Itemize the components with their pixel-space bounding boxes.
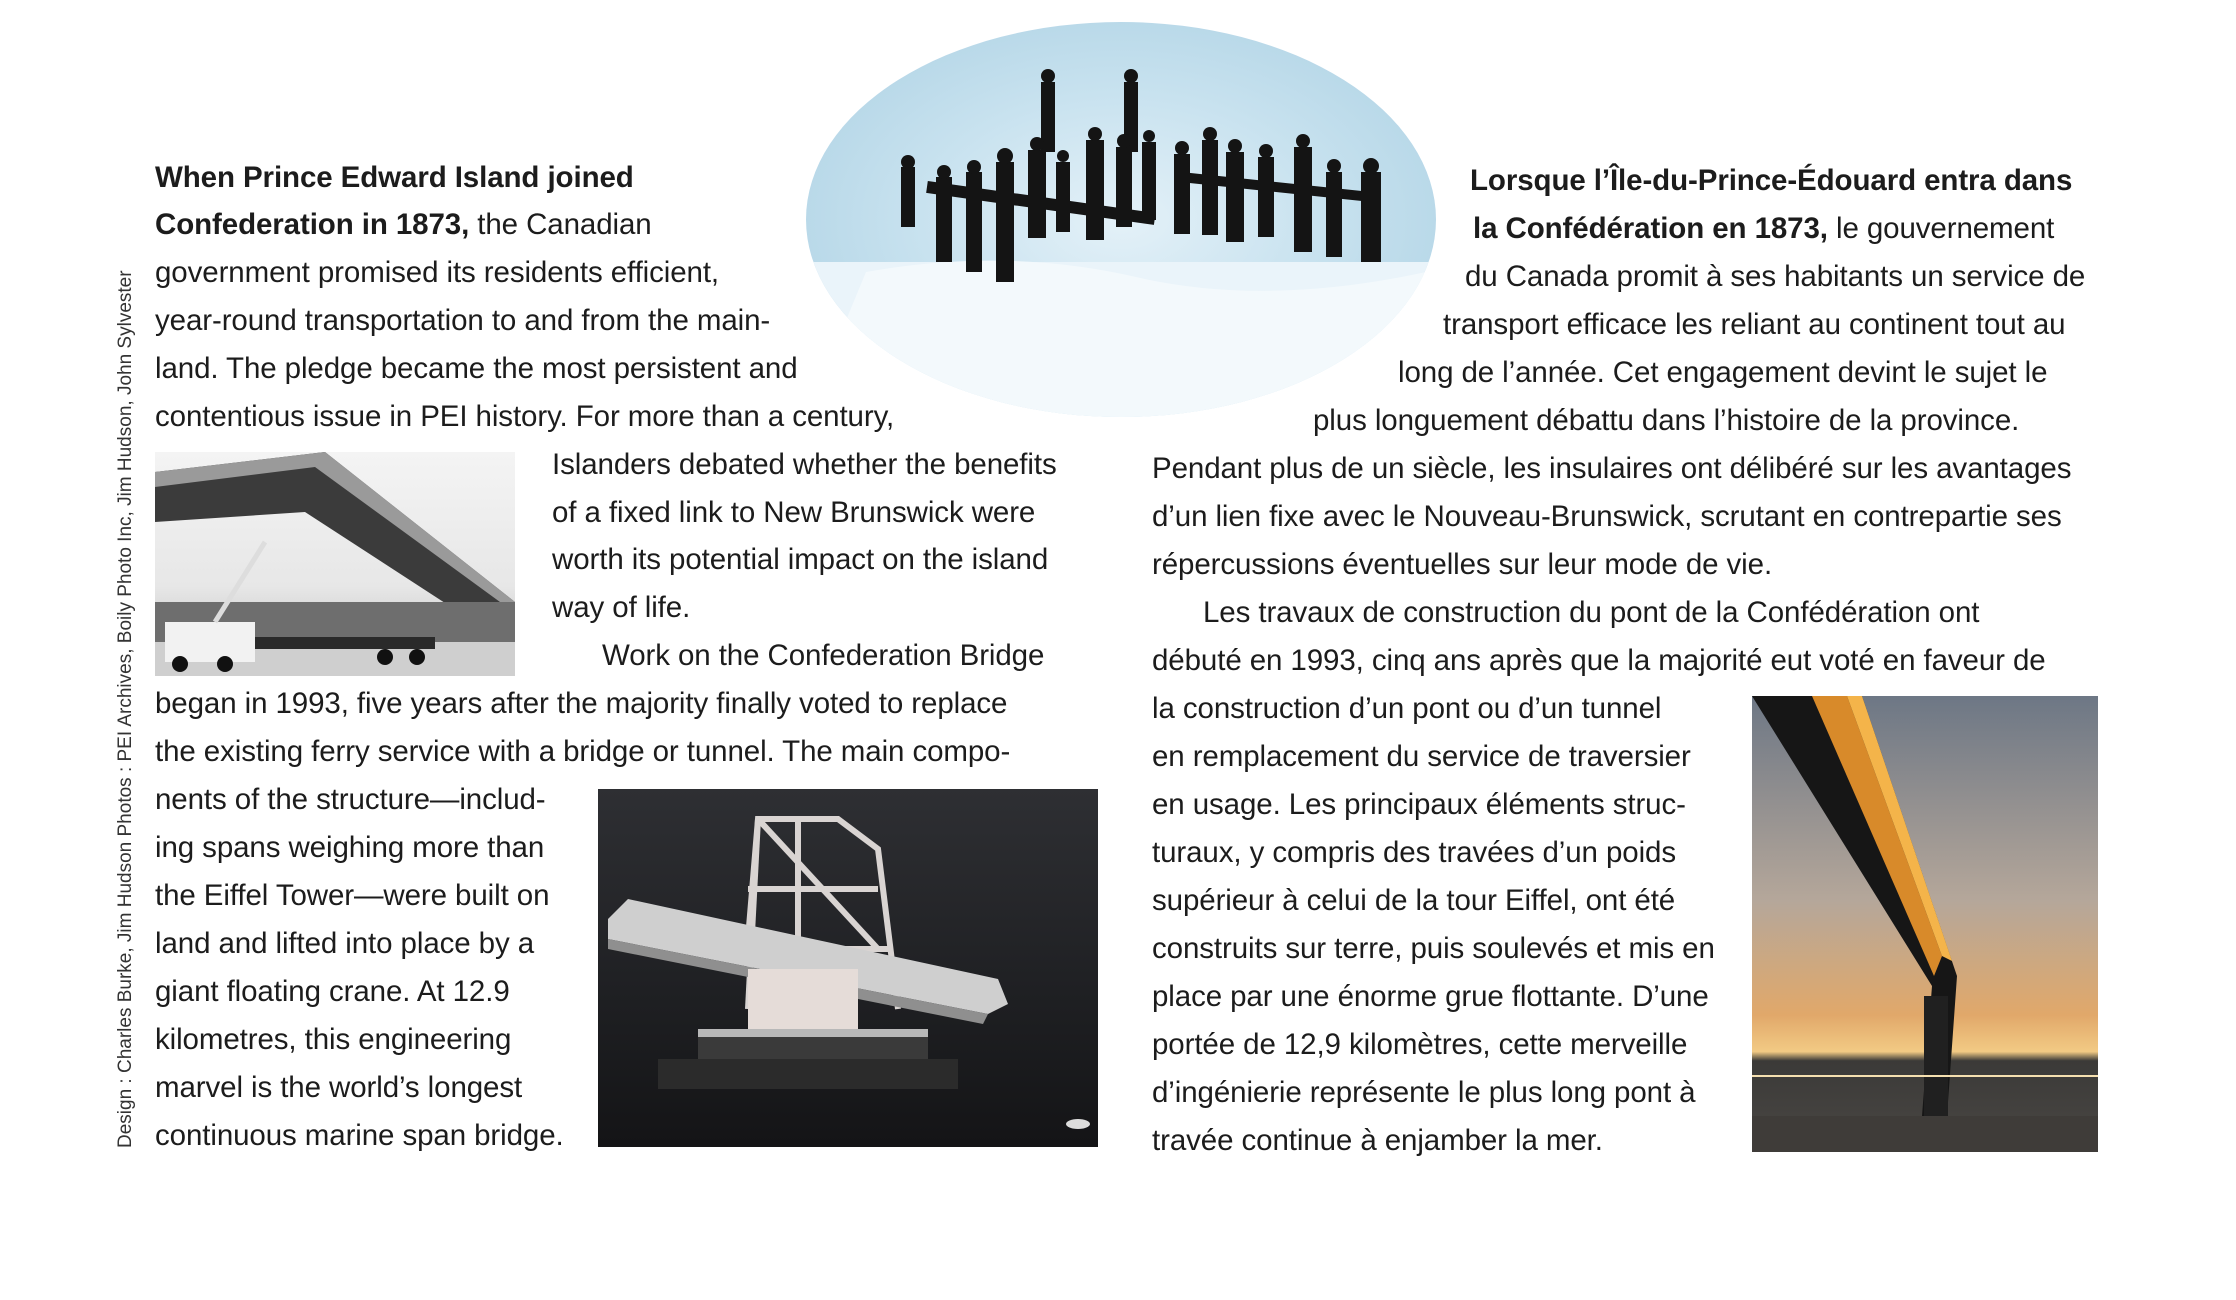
french-line-text: du Canada promit à ses habitants un service de (1465, 260, 2086, 293)
french-line-text: en remplacement du service de traversier (1152, 740, 1691, 773)
french-line-text: supérieur à celui de la tour Eiffel, ont été (1152, 884, 1676, 917)
french-line-text: le gouvernement (1827, 212, 2055, 245)
photo-credits: Design : Charles Burke, Jim Hudson Photos : PEI Archives, Boily Photo Inc, Jim Hudson, John Sylvester (115, 270, 136, 1148)
english-line-text: began in 1993, five years after the majority finally voted to replace (155, 687, 1008, 720)
english-text-line (552, 542, 1048, 578)
english-text-line (155, 782, 546, 818)
english-text-line (155, 1118, 564, 1154)
english-line-text: year-round transportation to and from the main- (155, 304, 771, 337)
english-text-line (155, 207, 652, 243)
english-text-line (155, 399, 894, 435)
english-line-text: land. The pledge became the most persistent and (155, 352, 798, 385)
english-text-line (155, 255, 719, 291)
french-line-text: travée continue à enjamber la mer. (1152, 1124, 1603, 1157)
english-text-line (155, 734, 1010, 770)
english-line-text: way of life. (552, 591, 691, 624)
french-text-line (1152, 547, 1772, 583)
english-line-text: land and lifted into place by a (155, 927, 535, 960)
french-text-line (1313, 403, 2019, 439)
english-text-line (155, 1022, 511, 1058)
english-text-line (155, 878, 549, 914)
french-line-text: la construction d’un pont ou d’un tunnel (1152, 692, 1662, 725)
french-line-text: en usage. Les principaux éléments struc- (1152, 788, 1686, 821)
english-text-line (155, 303, 770, 339)
floating-crane-photo (598, 789, 1098, 1147)
english-text-line (155, 974, 510, 1010)
english-text-line (552, 495, 1035, 531)
french-text-line (1152, 451, 2071, 487)
english-line-text: the Canadian (469, 208, 652, 241)
french-line-text: portée de 12,9 kilomètres, cette merveille (1152, 1028, 1688, 1061)
french-line-text: Pendant plus de un siècle, les insulaires ont délibéré sur les avantages (1152, 452, 2072, 485)
french-line-text: répercussions éventuelles sur leur mode de vie. (1152, 548, 1773, 581)
french-line-text: turaux, y compris des travées d’un poids (1152, 836, 1676, 869)
english-line-text: marvel is the world’s longest (155, 1071, 523, 1104)
english-text-line (155, 926, 534, 962)
french-text-line (1152, 979, 1709, 1015)
english-text-line (155, 160, 634, 196)
french-bold-lead: Lorsque l’Île-du-Prince-Édouard entra dans (1470, 164, 2073, 197)
french-text-line (1203, 595, 1979, 631)
english-line-text: giant floating crane. At 12.9 (155, 975, 510, 1008)
french-line-text: construits sur terre, puis soulevés et mis en (1152, 932, 1715, 965)
english-line-text: government promised its residents efficient, (155, 256, 720, 289)
english-line-text: nents of the structure—includ- (155, 783, 546, 816)
english-text-line (155, 1070, 522, 1106)
english-bold-lead: When Prince Edward Island joined (155, 161, 634, 194)
english-line-text: Work on the Confederation Bridge (602, 639, 1045, 672)
english-line-text: of a fixed link to New Brunswick were (552, 496, 1036, 529)
french-text-line (1465, 259, 2085, 295)
french-text-line (1152, 1027, 1687, 1063)
french-text-line (1152, 739, 1691, 775)
french-text-line (1473, 211, 2054, 247)
french-line-text: d’ingénierie représente le plus long pont à (1152, 1076, 1696, 1109)
english-text-line (552, 590, 690, 626)
french-bold-lead: la Confédération en 1873, (1473, 212, 1828, 245)
french-text-line (1443, 307, 2065, 343)
ice-boat-crossing-photo (806, 22, 1436, 417)
bridge-span-on-truck-photo (155, 452, 515, 676)
english-text-line (155, 686, 1007, 722)
french-line-text: d’un lien fixe avec le Nouveau-Brunswick, scrutant en contrepartie ses (1152, 500, 2062, 533)
french-text-line (1152, 931, 1715, 967)
french-text-line (1152, 883, 1675, 919)
english-line-text: ing spans weighing more than (155, 831, 545, 864)
french-text-line (1152, 1075, 1695, 1111)
english-line-text: continuous marine span bridge. (155, 1119, 564, 1152)
english-line-text: worth its potential impact on the island (552, 543, 1049, 576)
english-bold-lead: Confederation in 1873, (155, 208, 470, 241)
english-line-text: the Eiffel Tower—were built on (155, 879, 550, 912)
english-text-line (602, 638, 1044, 674)
french-text-line (1152, 835, 1676, 871)
french-text-line (1152, 643, 2046, 679)
english-line-text: the existing ferry service with a bridge or tunnel. The main compo- (155, 735, 1011, 768)
english-line-text: kilometres, this engineering (155, 1023, 512, 1056)
french-line-text: débuté en 1993, cinq ans après que la majorité eut voté en faveur de (1152, 644, 2046, 677)
bridge-underside-sunset-photo (1752, 696, 2098, 1152)
french-text-line (1398, 355, 2047, 391)
english-line-text: Islanders debated whether the benefits (552, 448, 1057, 481)
french-text-line (1470, 163, 2072, 199)
french-text-line (1152, 499, 2062, 535)
french-line-text: place par une énorme grue flottante. D’une (1152, 980, 1709, 1013)
english-line-text: contentious issue in PEI history. For more than a century, (155, 400, 895, 433)
english-text-line (155, 351, 798, 387)
french-text-line (1152, 691, 1661, 727)
english-text-line (155, 830, 544, 866)
french-line-text: Les travaux de construction du pont de la Confédération ont (1203, 596, 1980, 629)
french-line-text: transport efficace les reliant au continent tout au (1443, 308, 2066, 341)
english-text-line (552, 447, 1057, 483)
french-text-line (1152, 1123, 1603, 1159)
french-line-text: plus longuement débattu dans l’histoire de la province. (1313, 404, 2020, 437)
french-line-text: long de l’année. Cet engagement devint le sujet le (1398, 356, 2048, 389)
french-text-line (1152, 787, 1686, 823)
